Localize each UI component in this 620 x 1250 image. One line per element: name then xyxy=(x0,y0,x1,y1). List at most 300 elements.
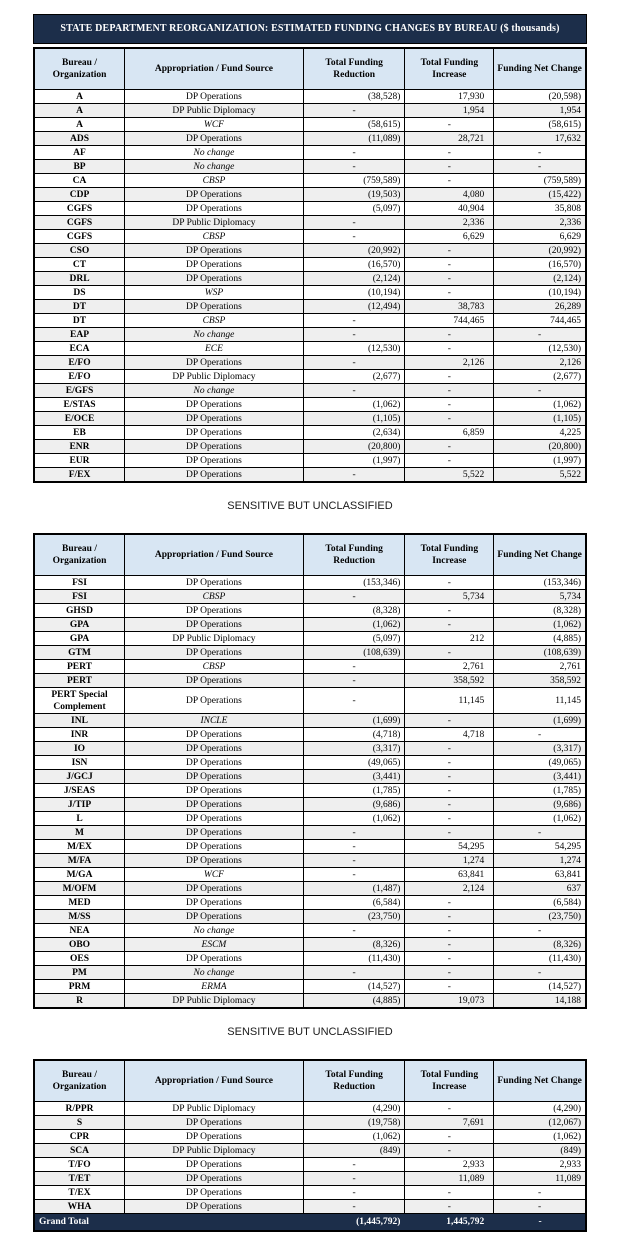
fund-source-cell: DP Public Diplomacy xyxy=(125,370,304,384)
increase-cell: 2,126 xyxy=(405,356,494,370)
table-row xyxy=(34,1186,586,1200)
increase-cell: - xyxy=(405,160,494,174)
reduction-cell: (1,062) xyxy=(303,618,405,632)
reduction-cell: - xyxy=(303,840,405,854)
table-row xyxy=(34,104,586,118)
reduction-cell: (1,062) xyxy=(303,1130,405,1144)
net-change-cell: (3,441) xyxy=(494,770,586,784)
increase-cell: 17,930 xyxy=(405,90,494,104)
bureau-cell: NEA xyxy=(34,924,125,938)
fund-source-cell: DP Operations xyxy=(125,910,304,924)
bureau-cell: E/GFS xyxy=(34,384,125,398)
table-body xyxy=(34,1102,586,1214)
bureau-cell: INL xyxy=(34,714,125,728)
column-header-bureau: Bureau / Organization xyxy=(34,534,125,576)
reduction-cell: - xyxy=(303,230,405,244)
increase-cell: - xyxy=(405,1186,494,1200)
increase-cell: - xyxy=(405,604,494,618)
reduction-cell: (2,124) xyxy=(303,272,405,286)
net-change-cell: (1,062) xyxy=(494,398,586,412)
net-change-cell: (4,290) xyxy=(494,1102,586,1116)
fund-source-cell: DP Operations xyxy=(125,728,304,742)
bureau-cell: M xyxy=(34,826,125,840)
fund-source-cell: DP Operations xyxy=(125,1186,304,1200)
increase-cell: - xyxy=(405,440,494,454)
increase-cell: 2,933 xyxy=(405,1158,494,1172)
bureau-cell: ISN xyxy=(34,756,125,770)
column-header-row xyxy=(34,48,586,90)
table-row xyxy=(34,230,586,244)
net-change-cell: (20,992) xyxy=(494,244,586,258)
reduction-cell: (153,346) xyxy=(303,576,405,590)
fund-source-cell: DP Operations xyxy=(125,426,304,440)
fund-source-cell: DP Operations xyxy=(125,1158,304,1172)
reduction-cell: - xyxy=(303,590,405,604)
table-row xyxy=(34,118,586,132)
table-row xyxy=(34,646,586,660)
reduction-cell: - xyxy=(303,146,405,160)
increase-cell: - xyxy=(405,384,494,398)
increase-cell: 2,761 xyxy=(405,660,494,674)
fund-source-cell: DP Operations xyxy=(125,1172,304,1186)
fund-source-cell: DP Operations xyxy=(125,454,304,468)
bureau-cell: E/FO xyxy=(34,356,125,370)
table-row xyxy=(34,328,586,342)
bureau-cell: PM xyxy=(34,966,125,980)
reduction-cell: - xyxy=(303,328,405,342)
table-row xyxy=(34,356,586,370)
reduction-cell: (3,317) xyxy=(303,742,405,756)
fund-source-cell: DP Operations xyxy=(125,244,304,258)
table-row xyxy=(34,770,586,784)
net-change-cell: 54,295 xyxy=(494,840,586,854)
reduction-cell: (12,494) xyxy=(303,300,405,314)
column-header-increase: Total Funding Increase xyxy=(405,1060,494,1102)
table-body xyxy=(34,90,586,483)
net-change-cell: 6,629 xyxy=(494,230,586,244)
bureau-cell: R xyxy=(34,994,125,1009)
reduction-cell: - xyxy=(303,104,405,118)
bureau-cell: J/TIP xyxy=(34,798,125,812)
increase-cell: - xyxy=(405,742,494,756)
table-row xyxy=(34,742,586,756)
table-row xyxy=(34,272,586,286)
reduction-cell: - xyxy=(303,468,405,483)
bureau-cell: E/STAS xyxy=(34,398,125,412)
table-row xyxy=(34,840,586,854)
bureau-cell: M/FA xyxy=(34,854,125,868)
reduction-cell: - xyxy=(303,314,405,328)
table-row xyxy=(34,604,586,618)
reduction-cell: - xyxy=(303,674,405,688)
increase-cell: - xyxy=(405,454,494,468)
table-row xyxy=(34,1200,586,1214)
reduction-cell: - xyxy=(303,216,405,230)
table-row xyxy=(34,910,586,924)
net-change-cell: - xyxy=(494,160,586,174)
bureau-cell: ECA xyxy=(34,342,125,356)
classification-banner: SENSITIVE BUT UNCLASSIFIED xyxy=(227,1026,393,1038)
bureau-cell: T/EX xyxy=(34,1186,125,1200)
bureau-cell: GTM xyxy=(34,646,125,660)
table-row xyxy=(34,966,586,980)
column-header-increase: Total Funding Increase xyxy=(405,534,494,576)
increase-cell: - xyxy=(405,1130,494,1144)
grand-total-label: Grand Total xyxy=(34,1214,125,1232)
fund-source-cell: DP Operations xyxy=(125,272,304,286)
funding-table-2 xyxy=(33,533,587,1009)
fund-source-cell: ESCM xyxy=(125,938,304,952)
fund-source-cell: DP Operations xyxy=(125,258,304,272)
increase-cell: - xyxy=(405,272,494,286)
reduction-cell: (38,528) xyxy=(303,90,405,104)
net-change-cell: - xyxy=(494,826,586,840)
table-row xyxy=(34,826,586,840)
increase-cell: 4,718 xyxy=(405,728,494,742)
bureau-cell: EB xyxy=(34,426,125,440)
reduction-cell: (6,584) xyxy=(303,896,405,910)
bureau-cell: INR xyxy=(34,728,125,742)
increase-cell: - xyxy=(405,118,494,132)
increase-cell: - xyxy=(405,398,494,412)
fund-source-cell: DP Operations xyxy=(125,412,304,426)
net-change-cell: 2,336 xyxy=(494,216,586,230)
net-change-cell: - xyxy=(494,966,586,980)
net-change-cell: - xyxy=(494,1200,586,1214)
reduction-cell: (4,718) xyxy=(303,728,405,742)
table-row xyxy=(34,980,586,994)
increase-cell: - xyxy=(405,980,494,994)
increase-cell: - xyxy=(405,952,494,966)
fund-source-cell: DP Operations xyxy=(125,646,304,660)
table-row xyxy=(34,258,586,272)
bureau-cell: EAP xyxy=(34,328,125,342)
bureau-cell: PERT xyxy=(34,674,125,688)
classification-banner: SENSITIVE BUT UNCLASSIFIED xyxy=(227,500,393,512)
table-row xyxy=(34,674,586,688)
bureau-cell: J/GCJ xyxy=(34,770,125,784)
fund-source-cell: WCF xyxy=(125,118,304,132)
reduction-cell: - xyxy=(303,966,405,980)
fund-source-cell: No change xyxy=(125,146,304,160)
fund-source-cell: DP Operations xyxy=(125,688,304,714)
reduction-cell: (849) xyxy=(303,1144,405,1158)
increase-cell: - xyxy=(405,924,494,938)
fund-source-cell: DP Operations xyxy=(125,896,304,910)
increase-cell: 40,904 xyxy=(405,202,494,216)
reduction-cell: (1,997) xyxy=(303,454,405,468)
bureau-cell: F/EX xyxy=(34,468,125,483)
table-row xyxy=(34,784,586,798)
fund-source-cell: DP Public Diplomacy xyxy=(125,994,304,1009)
fund-source-cell: CBSP xyxy=(125,590,304,604)
bureau-cell: CSO xyxy=(34,244,125,258)
fund-source-cell: CBSP xyxy=(125,314,304,328)
fund-source-cell: DP Operations xyxy=(125,90,304,104)
reduction-cell: - xyxy=(303,1158,405,1172)
fund-source-cell: DP Operations xyxy=(125,132,304,146)
table-row xyxy=(34,244,586,258)
fund-source-cell: No change xyxy=(125,384,304,398)
bureau-cell: IO xyxy=(34,742,125,756)
column-header-row xyxy=(34,534,586,576)
grand-total-source-cell xyxy=(125,1214,304,1232)
net-change-cell: (12,530) xyxy=(494,342,586,356)
fund-source-cell: DP Public Diplomacy xyxy=(125,1144,304,1158)
column-header-reduction: Total Funding Reduction xyxy=(303,48,405,90)
table-row xyxy=(34,896,586,910)
table-row xyxy=(34,590,586,604)
increase-cell: - xyxy=(405,770,494,784)
net-change-cell: 5,522 xyxy=(494,468,586,483)
net-change-cell: 2,761 xyxy=(494,660,586,674)
bureau-cell: PERT Special Complement xyxy=(34,688,125,714)
table-row xyxy=(34,854,586,868)
column-header-net-change: Funding Net Change xyxy=(494,48,586,90)
table-row xyxy=(34,188,586,202)
bureau-cell: CGFS xyxy=(34,216,125,230)
net-change-cell: - xyxy=(494,1186,586,1200)
table-row xyxy=(34,454,586,468)
fund-source-cell: DP Operations xyxy=(125,952,304,966)
fund-source-cell: DP Operations xyxy=(125,576,304,590)
grand-total-net-change: - xyxy=(494,1214,586,1232)
net-change-cell: 11,145 xyxy=(494,688,586,714)
net-change-cell: (16,570) xyxy=(494,258,586,272)
bureau-cell: CDP xyxy=(34,188,125,202)
reduction-cell: (2,677) xyxy=(303,370,405,384)
net-change-cell: - xyxy=(494,728,586,742)
bureau-cell: OES xyxy=(34,952,125,966)
net-change-cell: (1,062) xyxy=(494,1130,586,1144)
increase-cell: - xyxy=(405,784,494,798)
net-change-cell: (1,785) xyxy=(494,784,586,798)
table-row xyxy=(34,714,586,728)
table-row xyxy=(34,688,586,714)
fund-source-cell: DP Operations xyxy=(125,398,304,412)
table-row xyxy=(34,868,586,882)
net-change-cell: (20,800) xyxy=(494,440,586,454)
bureau-cell: T/ET xyxy=(34,1172,125,1186)
net-change-cell: (2,677) xyxy=(494,370,586,384)
table-row xyxy=(34,300,586,314)
fund-source-cell: No change xyxy=(125,966,304,980)
increase-cell: - xyxy=(405,1144,494,1158)
increase-cell: 5,734 xyxy=(405,590,494,604)
bureau-cell: CGFS xyxy=(34,202,125,216)
grand-total-row xyxy=(34,1214,586,1232)
net-change-cell: 14,188 xyxy=(494,994,586,1009)
bureau-cell: WHA xyxy=(34,1200,125,1214)
reduction-cell: (1,105) xyxy=(303,412,405,426)
net-change-cell: (10,194) xyxy=(494,286,586,300)
fund-source-cell: DP Operations xyxy=(125,770,304,784)
funding-table-1 xyxy=(33,47,587,483)
fund-source-cell: DP Operations xyxy=(125,1116,304,1130)
table-row xyxy=(34,924,586,938)
reduction-cell: - xyxy=(303,924,405,938)
reduction-cell: - xyxy=(303,854,405,868)
reduction-cell: (1,062) xyxy=(303,812,405,826)
table-row xyxy=(34,1144,586,1158)
bureau-cell: A xyxy=(34,104,125,118)
bureau-cell: E/OCE xyxy=(34,412,125,426)
increase-cell: - xyxy=(405,812,494,826)
fund-source-cell: CBSP xyxy=(125,230,304,244)
table-row xyxy=(34,216,586,230)
fund-source-cell: DP Operations xyxy=(125,1200,304,1214)
bureau-cell: CGFS xyxy=(34,230,125,244)
bureau-cell: DRL xyxy=(34,272,125,286)
table-row xyxy=(34,756,586,770)
bureau-cell: S xyxy=(34,1116,125,1130)
fund-source-cell: DP Operations xyxy=(125,812,304,826)
bureau-cell: GHSD xyxy=(34,604,125,618)
fund-source-cell: DP Operations xyxy=(125,854,304,868)
net-change-cell: 744,465 xyxy=(494,314,586,328)
bureau-cell: DT xyxy=(34,300,125,314)
table-row xyxy=(34,398,586,412)
table-row xyxy=(34,286,586,300)
increase-cell: - xyxy=(405,174,494,188)
net-change-cell: (6,584) xyxy=(494,896,586,910)
table-row xyxy=(34,1172,586,1186)
net-change-cell: 11,089 xyxy=(494,1172,586,1186)
net-change-cell: - xyxy=(494,328,586,342)
increase-cell: - xyxy=(405,714,494,728)
reduction-cell: (1,699) xyxy=(303,714,405,728)
bureau-cell: M/SS xyxy=(34,910,125,924)
increase-cell: 11,145 xyxy=(405,688,494,714)
column-header-increase: Total Funding Increase xyxy=(405,48,494,90)
net-change-cell: (9,686) xyxy=(494,798,586,812)
bureau-cell: E/FO xyxy=(34,370,125,384)
increase-cell: - xyxy=(405,910,494,924)
net-change-cell: (108,639) xyxy=(494,646,586,660)
fund-source-cell: DP Operations xyxy=(125,674,304,688)
increase-cell: 358,592 xyxy=(405,674,494,688)
bureau-cell: T/FO xyxy=(34,1158,125,1172)
reduction-cell: (759,589) xyxy=(303,174,405,188)
increase-cell: 6,859 xyxy=(405,426,494,440)
bureau-cell: BP xyxy=(34,160,125,174)
report-title: STATE DEPARTMENT REORGANIZATION: ESTIMATED FUNDING CHANGES BY BUREAU ($ thousands) xyxy=(33,14,587,44)
column-header-fund-source: Appropriation / Fund Source xyxy=(125,48,304,90)
column-header-reduction: Total Funding Reduction xyxy=(303,1060,405,1102)
column-header-fund-source: Appropriation / Fund Source xyxy=(125,1060,304,1102)
net-change-cell: (1,062) xyxy=(494,812,586,826)
increase-cell: - xyxy=(405,938,494,952)
table-row xyxy=(34,412,586,426)
net-change-cell: 63,841 xyxy=(494,868,586,882)
table-row xyxy=(34,384,586,398)
table-row xyxy=(34,660,586,674)
table-row xyxy=(34,812,586,826)
fund-source-cell: DP Operations xyxy=(125,300,304,314)
table-row xyxy=(34,576,586,590)
grand-total-reduction: (1,445,792) xyxy=(303,1214,405,1232)
net-change-cell: (153,346) xyxy=(494,576,586,590)
reduction-cell: - xyxy=(303,688,405,714)
column-header-bureau: Bureau / Organization xyxy=(34,48,125,90)
reduction-cell: - xyxy=(303,826,405,840)
fund-source-cell: DP Operations xyxy=(125,356,304,370)
increase-cell: 1,274 xyxy=(405,854,494,868)
reduction-cell: (5,097) xyxy=(303,202,405,216)
table-row xyxy=(34,952,586,966)
fund-source-cell: DP Public Diplomacy xyxy=(125,104,304,118)
fund-source-cell: No change xyxy=(125,328,304,342)
bureau-cell: MED xyxy=(34,896,125,910)
net-change-cell: 358,592 xyxy=(494,674,586,688)
increase-cell: 4,080 xyxy=(405,188,494,202)
table-row xyxy=(34,174,586,188)
bureau-cell: PERT xyxy=(34,660,125,674)
table-row xyxy=(34,798,586,812)
net-change-cell: 35,808 xyxy=(494,202,586,216)
reduction-cell: (20,800) xyxy=(303,440,405,454)
bureau-cell: A xyxy=(34,118,125,132)
net-change-cell: (8,326) xyxy=(494,938,586,952)
fund-source-cell: INCLE xyxy=(125,714,304,728)
table-row xyxy=(34,618,586,632)
reduction-cell: - xyxy=(303,1186,405,1200)
fund-source-cell: DP Operations xyxy=(125,784,304,798)
increase-cell: 54,295 xyxy=(405,840,494,854)
bureau-cell: OBO xyxy=(34,938,125,952)
increase-cell: 63,841 xyxy=(405,868,494,882)
net-change-cell: (11,430) xyxy=(494,952,586,966)
net-change-cell: (849) xyxy=(494,1144,586,1158)
table-row xyxy=(34,1130,586,1144)
reduction-cell: (20,992) xyxy=(303,244,405,258)
fund-source-cell: DP Operations xyxy=(125,826,304,840)
increase-cell: 38,783 xyxy=(405,300,494,314)
table-row xyxy=(34,468,586,483)
table-row xyxy=(34,146,586,160)
net-change-cell: - xyxy=(494,924,586,938)
table-row xyxy=(34,632,586,646)
net-change-cell: 4,225 xyxy=(494,426,586,440)
fund-source-cell: No change xyxy=(125,160,304,174)
reduction-cell: (19,758) xyxy=(303,1116,405,1130)
bureau-cell: CA xyxy=(34,174,125,188)
increase-cell: - xyxy=(405,1200,494,1214)
net-change-cell: (759,589) xyxy=(494,174,586,188)
reduction-cell: (4,290) xyxy=(303,1102,405,1116)
bureau-cell: FSI xyxy=(34,590,125,604)
fund-source-cell: DP Operations xyxy=(125,202,304,216)
net-change-cell: (12,067) xyxy=(494,1116,586,1130)
column-header-bureau: Bureau / Organization xyxy=(34,1060,125,1102)
fund-source-cell: CBSP xyxy=(125,174,304,188)
column-header-net-change: Funding Net Change xyxy=(494,534,586,576)
table-row xyxy=(34,882,586,896)
net-change-cell: (1,062) xyxy=(494,618,586,632)
net-change-cell: - xyxy=(494,384,586,398)
increase-cell: - xyxy=(405,756,494,770)
increase-cell: - xyxy=(405,258,494,272)
increase-cell: - xyxy=(405,244,494,258)
increase-cell: 212 xyxy=(405,632,494,646)
reduction-cell: (14,527) xyxy=(303,980,405,994)
increase-cell: - xyxy=(405,146,494,160)
bureau-cell: A xyxy=(34,90,125,104)
reduction-cell: (2,634) xyxy=(303,426,405,440)
reduction-cell: (4,885) xyxy=(303,994,405,1009)
bureau-cell: GPA xyxy=(34,632,125,646)
net-change-cell: 17,632 xyxy=(494,132,586,146)
